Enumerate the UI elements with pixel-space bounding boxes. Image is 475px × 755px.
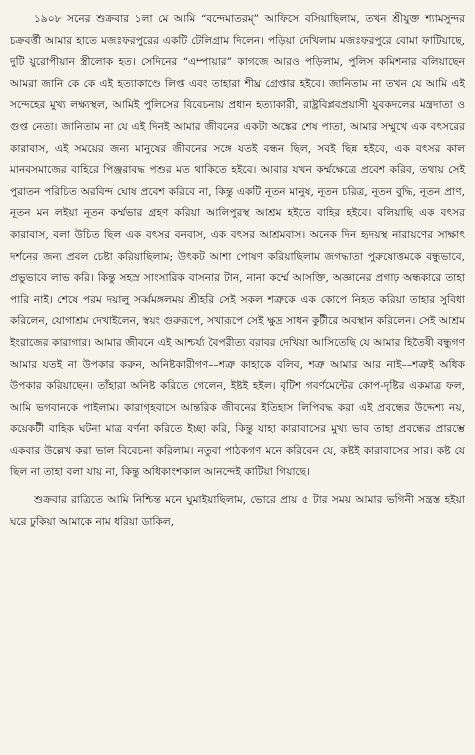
- paragraph-1: ১৯০৮ সনের শুক্রবার ১লা মে আমি “বন্দেমাতরম্” আফিসে বসিয়াছিলাম, তখন শ্রীযুক্ত শ্যামসুন্দর চক্রবর্ত্তী আমার হাতে মজঃফরপুরের একটি টেলিগ্রাম দিলেন। পড়িয়া দেখিলাম মজঃফরপুরে বোমা ফাটিয়াছে, দুটি য়ুরোপীয়ান স্ত্রীলোক হত। সেদিনের “এম্পায়ার” কাগজে আরও পড়িলাম, পুলিস কমিশনার বলিয়াছেন আমরা জানি কে কে এই হত্যাকাণ্ডে লিপ্ত এবং তাহারা শীঘ্র গ্রেপ্তার হইবে। জানিতাম না তখন যে আমি এই সন্দেহের মুখ্য লক্ষ্যস্থল, আমিই পুলিসের বিবেচনায় প্রধান হত্যাকারী, রাষ্ট্রবিপ্লবপ্রয়াসী যুবকদলের মন্ত্রদাতা ও গুপ্ত নেতা। জানিতাম না যে এই দিনই আমার জীবনের একটা অঙ্কের শেষ পাতা, আমার সম্মুখে এক বৎসরের কারাবাস, এই সময়ের জন্য মানুষের জীবনের সঙ্গে যতই বন্ধন ছিল, সবই ছিন্ন হইবে, এক বৎসর কাল মানবসমাজের বাহিরে পিঞ্জরাবদ্ধ পশুর মত থাকিতে হইবে। আবার যখন কর্ম্মক্ষেত্রে প্রবেশ করিব, তথায় সেই পুরাতন পরিচিত অরবিন্দ ঘোষ প্রবেশ করিবে না, কিন্তু একটি নূতন মানুষ, নূতন চরিত্র, নূতন বুদ্ধি, নূতন প্রাণ, নূতন মন লইয়া নূতন কর্ম্মভার গ্রহণ করিয়া আলিপুরস্থ আশ্রম হইতে বাহির হইবে। বলিয়াছি এক বৎসর কারাবাস, বলা উচিত ছিল এক বৎসর বনবাস, এক বৎসর আশ্রমবাস। অনেক দিন হৃদয়স্থ নারায়ণের সাক্ষাৎ দর্শনের জন্য প্রবল চেষ্টা করিয়াছিলাম; উৎকট আশা পোষণ করিয়াছিলাম জগদ্ধাতা পুরুষোত্তমকে বন্ধুভাবে, প্রভুভাবে লাভ করি। কিন্তু সহস্র সাংসারিক বাসনার টান, নানা কর্ম্মে আসক্তি, অজ্ঞানের প্রগাঢ় অন্ধকারে তাহা পারি নাই। শেষে পরম দয়ালু সর্ব্বমঙ্গলময় শ্রীহরি সেই সকল শত্রুকে এক কোপে নিহত করিয়া তাহার সুবিধা করিলেন, যোগাশ্রম দেখাইলেন, স্বয়ং গুরুরূপে, সখারূপে সেই ক্ষুদ্র সাধন কুটীরে অবস্থান করিলেন। সেই আশ্রম ইংরাজের কারাগার। আমার জীবনে এই আশ্চর্য্য বৈপরীত্য বরাবর দেখিয়া আসিতেছি যে আমার হিতৈষী বন্ধুগণ আমার যতই না উপকার করুন, অনিষ্টকারীগণ––শত্রু কাহাকে বলিব, শত্রু আমার আর নাই––শত্রুই অধিক উপকার করিয়াছেন। তাঁহারা অনিষ্ট করিতে গেলেন, ইষ্টই হইল। বৃটিশ গবর্ণমেন্টের কোপ-দৃষ্টির একমাত্র ফল, আমি ভগবানকে পাইলাম। কারাগৃহবাসে আন্তরিক জীবনের ইতিহাস লিপিবদ্ধ করা এই প্রবন্ধের উদ্দেশ্য নয়, কয়েকটী বাহিক ঘটনা মাত্র বর্ণনা করিতে ইচ্ছা করি, কিন্তু যাহা কারাবাসের মুখ্য ভাব তাহা প্রবন্ধের প্রারম্ভে একবার উল্লেখ করা ভাল বিবেচনা করিলাম। নতুবা পাঠকগণ মনে করিবেন যে, কষ্টই কারাবাসের সার। কষ্ট যে ছিল না তাহা বলা যায় না, কিন্তু অধিকাংশকাল আনন্দেই কাটিয়া গিয়াছে।: [10, 13, 465, 479]
- paragraph-2: শুক্রবার রাত্রিতে আমি নিশ্চিন্ত মনে ঘুমাইয়াছিলাম, ভোরে প্রায় ৫ টার সময় আমার ভগিনী সন্ত্রস্ত হইয়া ঘরে ঢুকিয়া আমাকে নাম ধরিয়া ডাকিল,: [10, 494, 465, 528]
